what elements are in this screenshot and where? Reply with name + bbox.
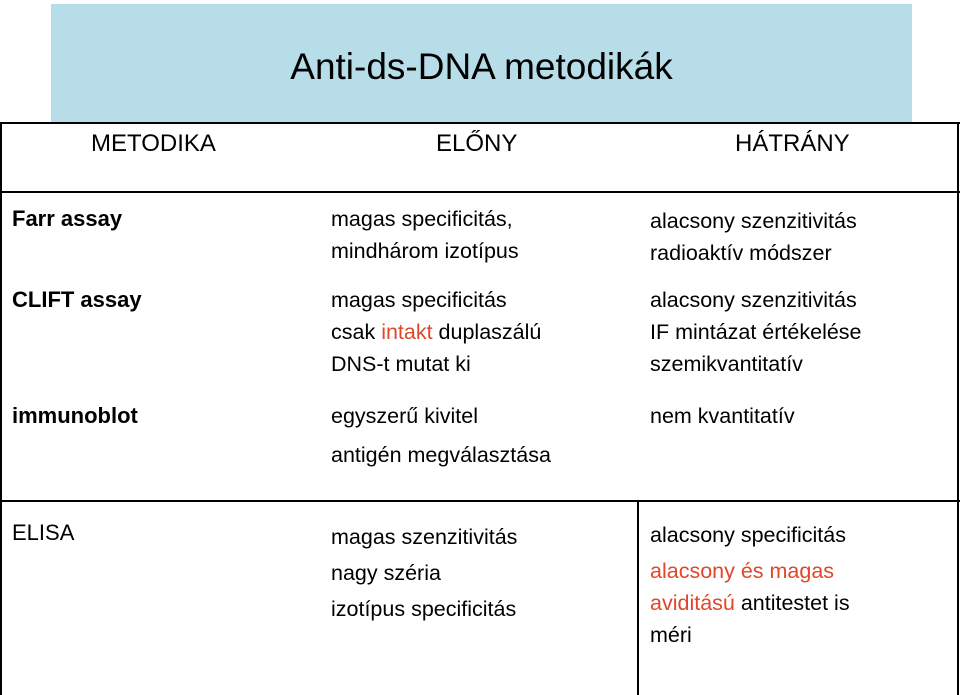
advantage-farr (331, 203, 519, 267)
advantage-line: magas specificitás (331, 288, 507, 312)
advantage-line: mindhárom izotípus (331, 239, 519, 263)
advantage-line: egyszerű kivitel (331, 404, 478, 428)
method-farr-assay: Farr assay (12, 206, 123, 231)
disadvantage-text: antitestet is (734, 591, 850, 615)
advantage-text: csak (331, 320, 382, 344)
disadvantage-elisa (650, 519, 850, 651)
disadvantage-line: IF mintázat értékelése (650, 320, 862, 344)
disadvantage-line: szemikvantitatív (650, 352, 803, 376)
disadvantage-line: radioaktív módszer (650, 241, 832, 265)
disadvantage-clift (650, 284, 862, 380)
advantage-highlight: intakt (381, 320, 433, 344)
header-method: METODIKA (91, 130, 216, 157)
advantage-line: DNS-t mutat ki (331, 352, 471, 376)
advantage-line: nagy széria (331, 561, 441, 585)
title-band (51, 4, 912, 122)
header-bottom-border (0, 191, 960, 193)
elisa-top-border (0, 500, 960, 502)
disadvantage-line: alacsony szenzitivitás (650, 209, 857, 233)
advantage-line (331, 316, 541, 348)
disadvantage-line: méri (650, 623, 692, 647)
right-border (957, 122, 959, 695)
advantage-line: magas specificitás, (331, 207, 513, 231)
advantage-text: duplaszálú (432, 320, 542, 344)
header-disadvantage: HÁTRÁNY (735, 130, 850, 157)
method-elisa: ELISA (12, 520, 75, 545)
header-advantage: ELŐNY (436, 130, 518, 157)
page-title: Anti-ds-DNA metodikák (290, 46, 673, 87)
disadvantage-line: alacsony szenzitivitás (650, 288, 857, 312)
method-immunoblot: immunoblot (12, 403, 138, 428)
advantage-immunoblot (331, 400, 551, 471)
advantage-clift (331, 284, 541, 380)
advantage-line: antigén megválasztása (331, 443, 551, 467)
column-divider (637, 500, 639, 695)
disadvantage-line: alacsony specificitás (650, 523, 846, 547)
disadvantage-line: nem kvantitatív (650, 404, 795, 428)
disadvantage-line (650, 587, 850, 619)
advantage-elisa (331, 519, 517, 627)
left-border (0, 122, 2, 695)
disadvantage-highlight: aviditású (650, 591, 735, 615)
table-top-border (0, 122, 960, 124)
disadvantage-farr (650, 205, 857, 269)
disadvantage-highlight: alacsony és magas (650, 559, 835, 583)
advantage-line: magas szenzitivitás (331, 525, 518, 549)
advantage-line: izotípus specificitás (331, 597, 517, 621)
method-clift-assay: CLIFT assay (12, 287, 142, 312)
disadvantage-immunoblot (650, 400, 795, 432)
